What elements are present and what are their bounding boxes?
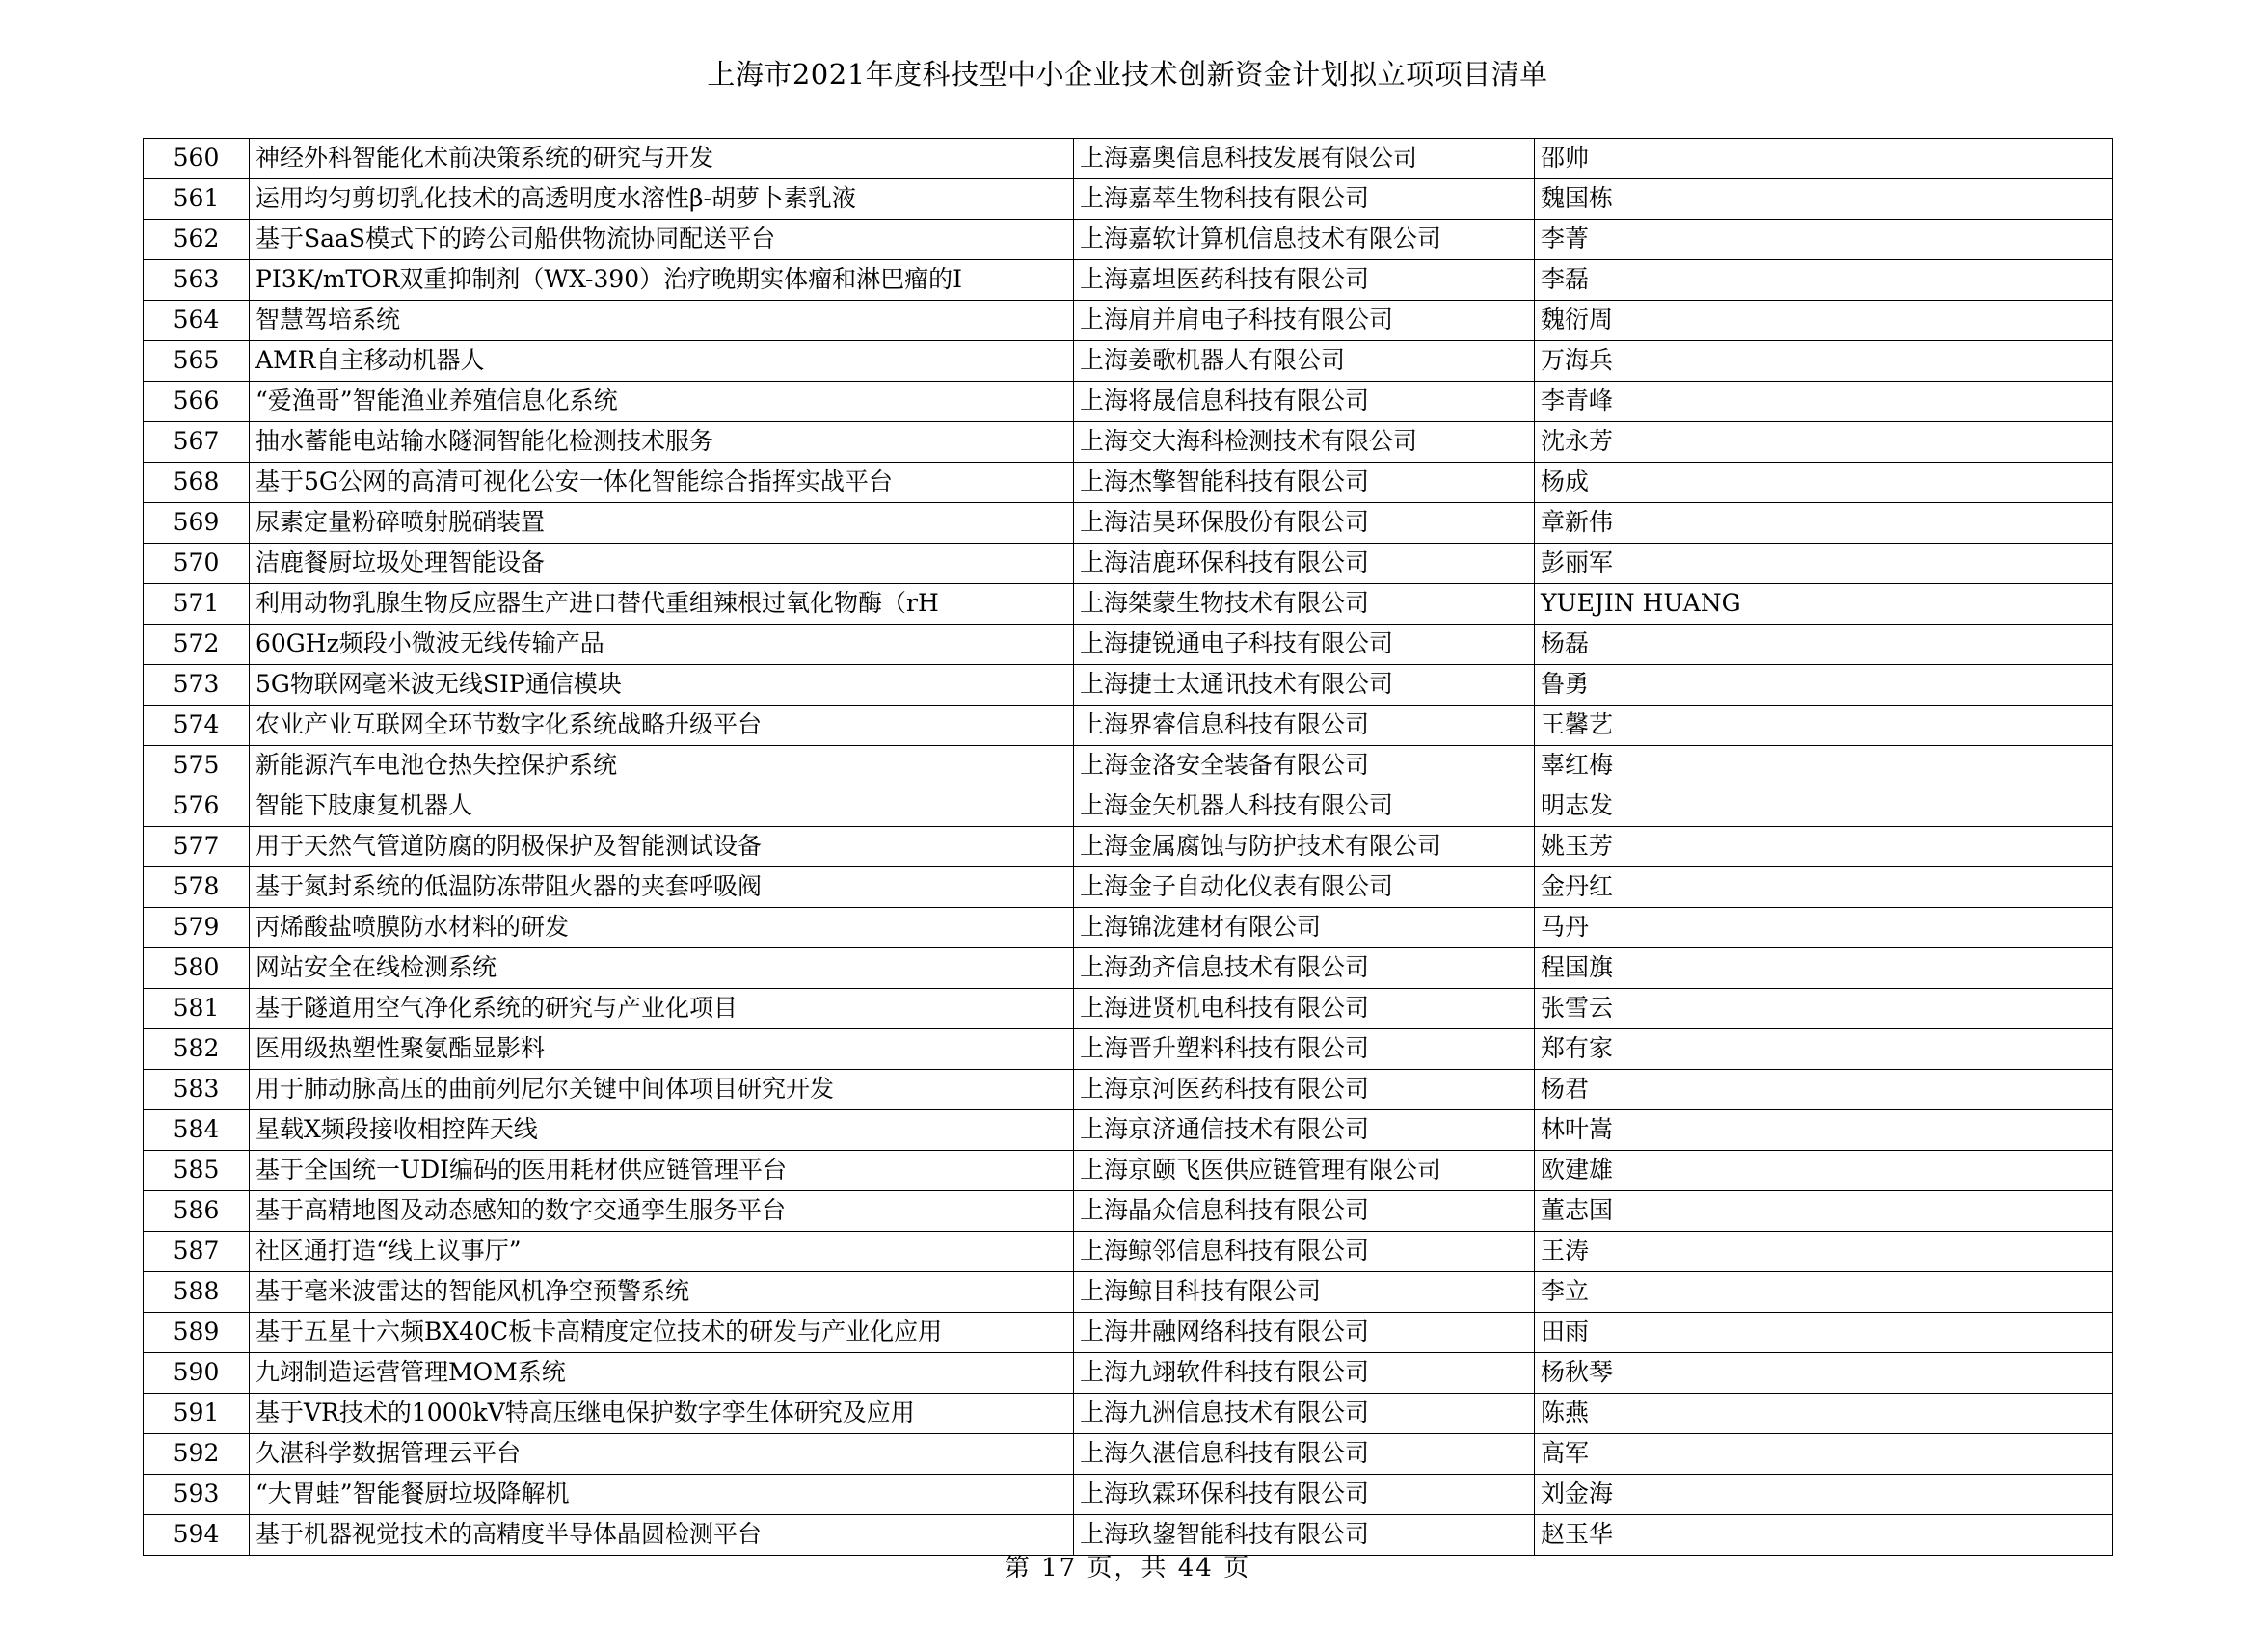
row-number: 583 — [144, 1069, 250, 1109]
project-name: 基于隧道用空气净化系统的研究与产业化项目 — [250, 988, 1074, 1028]
page-footer: 第 17 页，共 44 页 — [1004, 1554, 1251, 1583]
table-row — [144, 502, 2113, 543]
table-body — [144, 138, 2113, 1555]
company-name: 上海嘉萃生物科技有限公司 — [1074, 178, 1535, 219]
table-row — [144, 178, 2113, 219]
company-name: 上海进贤机电科技有限公司 — [1074, 988, 1535, 1028]
company-name: 上海金洛安全装备有限公司 — [1074, 745, 1535, 786]
contact-person: 明志发 — [1535, 786, 2113, 826]
project-name: 农业产业互联网全环节数字化系统战略升级平台 — [250, 705, 1074, 745]
table-row — [144, 745, 2113, 786]
row-number: 571 — [144, 583, 250, 624]
row-number: 561 — [144, 178, 250, 219]
project-name: 基于机器视觉技术的高精度半导体晶圆检测平台 — [250, 1514, 1074, 1555]
contact-person: 李立 — [1535, 1271, 2113, 1312]
company-name: 上海嘉奥信息科技发展有限公司 — [1074, 138, 1535, 178]
company-name: 上海劲齐信息技术有限公司 — [1074, 947, 1535, 988]
project-name: PI3K/mTOR双重抑制剂（WX-390）治疗晚期实体瘤和淋巴瘤的Ⅰ — [250, 259, 1074, 300]
project-name: 基于氮封系统的低温防冻带阻火器的夹套呼吸阀 — [250, 866, 1074, 907]
row-number: 573 — [144, 664, 250, 705]
project-name: “爱渔哥”智能渔业养殖信息化系统 — [250, 381, 1074, 421]
table-row — [144, 786, 2113, 826]
table-row — [144, 138, 2113, 178]
table-row — [144, 421, 2113, 462]
company-name: 上海井融网络科技有限公司 — [1074, 1312, 1535, 1352]
company-name: 上海京济通信技术有限公司 — [1074, 1109, 1535, 1150]
contact-person: 张雪云 — [1535, 988, 2113, 1028]
table-row — [144, 1474, 2113, 1514]
row-number: 592 — [144, 1433, 250, 1474]
contact-person: 李磊 — [1535, 259, 2113, 300]
table-row — [144, 826, 2113, 866]
table-row — [144, 1190, 2113, 1231]
row-number: 586 — [144, 1190, 250, 1231]
project-name: 尿素定量粉碎喷射脱硝装置 — [250, 502, 1074, 543]
project-name: 九翊制造运营管理MOM系统 — [250, 1352, 1074, 1393]
project-name: AMR自主移动机器人 — [250, 340, 1074, 381]
row-number: 565 — [144, 340, 250, 381]
contact-person: 章新伟 — [1535, 502, 2113, 543]
project-name: 洁鹿餐厨垃圾处理智能设备 — [250, 543, 1074, 583]
contact-person: 刘金海 — [1535, 1474, 2113, 1514]
project-name: 社区通打造“线上议事厅” — [250, 1231, 1074, 1271]
project-name: 智慧驾培系统 — [250, 300, 1074, 340]
project-name: 用于肺动脉高压的曲前列尼尔关键中间体项目研究开发 — [250, 1069, 1074, 1109]
table-row — [144, 1028, 2113, 1069]
row-number: 568 — [144, 462, 250, 502]
company-name: 上海鲸邻信息科技有限公司 — [1074, 1231, 1535, 1271]
project-name: 丙烯酸盐喷膜防水材料的研发 — [250, 907, 1074, 947]
contact-person: 魏衍周 — [1535, 300, 2113, 340]
contact-person: 李菁 — [1535, 219, 2113, 259]
row-number: 562 — [144, 219, 250, 259]
project-name: 抽水蓄能电站输水隧洞智能化检测技术服务 — [250, 421, 1074, 462]
project-list-table-wrapper — [143, 138, 2112, 1556]
company-name: 上海京颐飞医供应链管理有限公司 — [1074, 1150, 1535, 1190]
table-row — [144, 988, 2113, 1028]
contact-person: 杨秋琴 — [1535, 1352, 2113, 1393]
company-name: 上海姜歌机器人有限公司 — [1074, 340, 1535, 381]
company-name: 上海捷士太通讯技术有限公司 — [1074, 664, 1535, 705]
contact-person: YUEJIN HUANG — [1535, 583, 2113, 624]
row-number: 589 — [144, 1312, 250, 1352]
row-number: 594 — [144, 1514, 250, 1555]
company-name: 上海肩并肩电子科技有限公司 — [1074, 300, 1535, 340]
row-number: 587 — [144, 1231, 250, 1271]
company-name: 上海晋升塑料科技有限公司 — [1074, 1028, 1535, 1069]
company-name: 上海九洲信息技术有限公司 — [1074, 1393, 1535, 1433]
row-number: 564 — [144, 300, 250, 340]
row-number: 576 — [144, 786, 250, 826]
project-name: 基于SaaS模式下的跨公司船供物流协同配送平台 — [250, 219, 1074, 259]
table-row — [144, 543, 2113, 583]
company-name: 上海杰擎智能科技有限公司 — [1074, 462, 1535, 502]
project-name: 神经外科智能化术前决策系统的研究与开发 — [250, 138, 1074, 178]
table-row — [144, 866, 2113, 907]
contact-person: 李青峰 — [1535, 381, 2113, 421]
row-number: 588 — [144, 1271, 250, 1312]
company-name: 上海九翊软件科技有限公司 — [1074, 1352, 1535, 1393]
contact-person: 辜红梅 — [1535, 745, 2113, 786]
table-row — [144, 1352, 2113, 1393]
row-number: 578 — [144, 866, 250, 907]
row-number: 579 — [144, 907, 250, 947]
project-name: 星载X频段接收相控阵天线 — [250, 1109, 1074, 1150]
contact-person: 万海兵 — [1535, 340, 2113, 381]
row-number: 560 — [144, 138, 250, 178]
company-name: 上海金矢机器人科技有限公司 — [1074, 786, 1535, 826]
project-name: 基于高精地图及动态感知的数字交通孪生服务平台 — [250, 1190, 1074, 1231]
table-row — [144, 583, 2113, 624]
table-row — [144, 381, 2113, 421]
table-row — [144, 1271, 2113, 1312]
contact-person: 杨磊 — [1535, 624, 2113, 664]
row-number: 575 — [144, 745, 250, 786]
project-name: 智能下肢康复机器人 — [250, 786, 1074, 826]
contact-person: 魏国栋 — [1535, 178, 2113, 219]
project-name: 基于VR技术的1000kV特高压继电保护数字孪生体研究及应用 — [250, 1393, 1074, 1433]
company-name: 上海洁昊环保股份有限公司 — [1074, 502, 1535, 543]
project-name: 5G物联网毫米波无线SIP通信模块 — [250, 664, 1074, 705]
table-row — [144, 907, 2113, 947]
company-name: 上海鲸目科技有限公司 — [1074, 1271, 1535, 1312]
project-list-table — [143, 138, 2113, 1556]
contact-person: 高军 — [1535, 1433, 2113, 1474]
contact-person: 陈燕 — [1535, 1393, 2113, 1433]
contact-person: 沈永芳 — [1535, 421, 2113, 462]
row-number: 566 — [144, 381, 250, 421]
company-name: 上海嘉软计算机信息技术有限公司 — [1074, 219, 1535, 259]
contact-person: 姚玉芳 — [1535, 826, 2113, 866]
row-number: 567 — [144, 421, 250, 462]
row-number: 584 — [144, 1109, 250, 1150]
contact-person: 彭丽军 — [1535, 543, 2113, 583]
company-name: 上海玖霖环保科技有限公司 — [1074, 1474, 1535, 1514]
row-number: 570 — [144, 543, 250, 583]
company-name: 上海京河医药科技有限公司 — [1074, 1069, 1535, 1109]
company-name: 上海金子自动化仪表有限公司 — [1074, 866, 1535, 907]
project-name: 基于全国统一UDI编码的医用耗材供应链管理平台 — [250, 1150, 1074, 1190]
project-name: 网站安全在线检测系统 — [250, 947, 1074, 988]
table-row — [144, 1069, 2113, 1109]
company-name: 上海交大海科检测技术有限公司 — [1074, 421, 1535, 462]
table-row — [144, 1433, 2113, 1474]
table-row — [144, 705, 2113, 745]
contact-person: 赵玉华 — [1535, 1514, 2113, 1555]
contact-person: 杨成 — [1535, 462, 2113, 502]
project-name: 60GHz频段小微波无线传输产品 — [250, 624, 1074, 664]
project-name: 新能源汽车电池仓热失控保护系统 — [250, 745, 1074, 786]
contact-person: 郑有家 — [1535, 1028, 2113, 1069]
contact-person: 欧建雄 — [1535, 1150, 2113, 1190]
company-name: 上海玖鋆智能科技有限公司 — [1074, 1514, 1535, 1555]
project-name: 基于5G公网的高清可视化公安一体化智能综合指挥实战平台 — [250, 462, 1074, 502]
contact-person: 田雨 — [1535, 1312, 2113, 1352]
contact-person: 王涛 — [1535, 1231, 2113, 1271]
row-number: 591 — [144, 1393, 250, 1433]
company-name: 上海金属腐蚀与防护技术有限公司 — [1074, 826, 1535, 866]
row-number: 577 — [144, 826, 250, 866]
project-name: 医用级热塑性聚氨酯显影料 — [250, 1028, 1074, 1069]
table-row — [144, 1312, 2113, 1352]
contact-person: 邵帅 — [1535, 138, 2113, 178]
table-row — [144, 1231, 2113, 1271]
contact-person: 杨君 — [1535, 1069, 2113, 1109]
table-row — [144, 300, 2113, 340]
table-row — [144, 1109, 2113, 1150]
row-number: 582 — [144, 1028, 250, 1069]
row-number: 572 — [144, 624, 250, 664]
row-number: 585 — [144, 1150, 250, 1190]
company-name: 上海洁鹿环保科技有限公司 — [1074, 543, 1535, 583]
contact-person: 董志国 — [1535, 1190, 2113, 1231]
project-name: 久湛科学数据管理云平台 — [250, 1433, 1074, 1474]
company-name: 上海捷锐通电子科技有限公司 — [1074, 624, 1535, 664]
project-name: “大胃蛙”智能餐厨垃圾降解机 — [250, 1474, 1074, 1514]
table-row — [144, 340, 2113, 381]
table-row — [144, 259, 2113, 300]
row-number: 563 — [144, 259, 250, 300]
company-name: 上海锦泷建材有限公司 — [1074, 907, 1535, 947]
row-number: 593 — [144, 1474, 250, 1514]
table-row — [144, 624, 2113, 664]
company-name: 上海晶众信息科技有限公司 — [1074, 1190, 1535, 1231]
company-name: 上海将晟信息科技有限公司 — [1074, 381, 1535, 421]
company-name: 上海桀蒙生物技术有限公司 — [1074, 583, 1535, 624]
contact-person: 林叶嵩 — [1535, 1109, 2113, 1150]
page-title: 上海市2021年度科技型中小企业技术创新资金计划拟立项项目清单 — [707, 58, 1548, 91]
table-row — [144, 1150, 2113, 1190]
contact-person: 金丹红 — [1535, 866, 2113, 907]
row-number: 569 — [144, 502, 250, 543]
project-name: 利用动物乳腺生物反应器生产进口替代重组辣根过氧化物酶（rH — [250, 583, 1074, 624]
table-row — [144, 219, 2113, 259]
row-number: 580 — [144, 947, 250, 988]
table-row — [144, 664, 2113, 705]
document-page — [0, 58, 2255, 1652]
contact-person: 鲁勇 — [1535, 664, 2113, 705]
table-row — [144, 1393, 2113, 1433]
project-name: 基于毫米波雷达的智能风机净空预警系统 — [250, 1271, 1074, 1312]
company-name: 上海嘉坦医药科技有限公司 — [1074, 259, 1535, 300]
contact-person: 马丹 — [1535, 907, 2113, 947]
table-row — [144, 462, 2113, 502]
contact-person: 程国旗 — [1535, 947, 2113, 988]
contact-person: 王馨艺 — [1535, 705, 2113, 745]
project-name: 用于天然气管道防腐的阴极保护及智能测试设备 — [250, 826, 1074, 866]
project-name: 基于五星十六频BX40C板卡高精度定位技术的研发与产业化应用 — [250, 1312, 1074, 1352]
company-name: 上海久湛信息科技有限公司 — [1074, 1433, 1535, 1474]
table-row — [144, 947, 2113, 988]
company-name: 上海界睿信息科技有限公司 — [1074, 705, 1535, 745]
row-number: 590 — [144, 1352, 250, 1393]
row-number: 581 — [144, 988, 250, 1028]
row-number: 574 — [144, 705, 250, 745]
project-name: 运用均匀剪切乳化技术的高透明度水溶性β-胡萝卜素乳液 — [250, 178, 1074, 219]
